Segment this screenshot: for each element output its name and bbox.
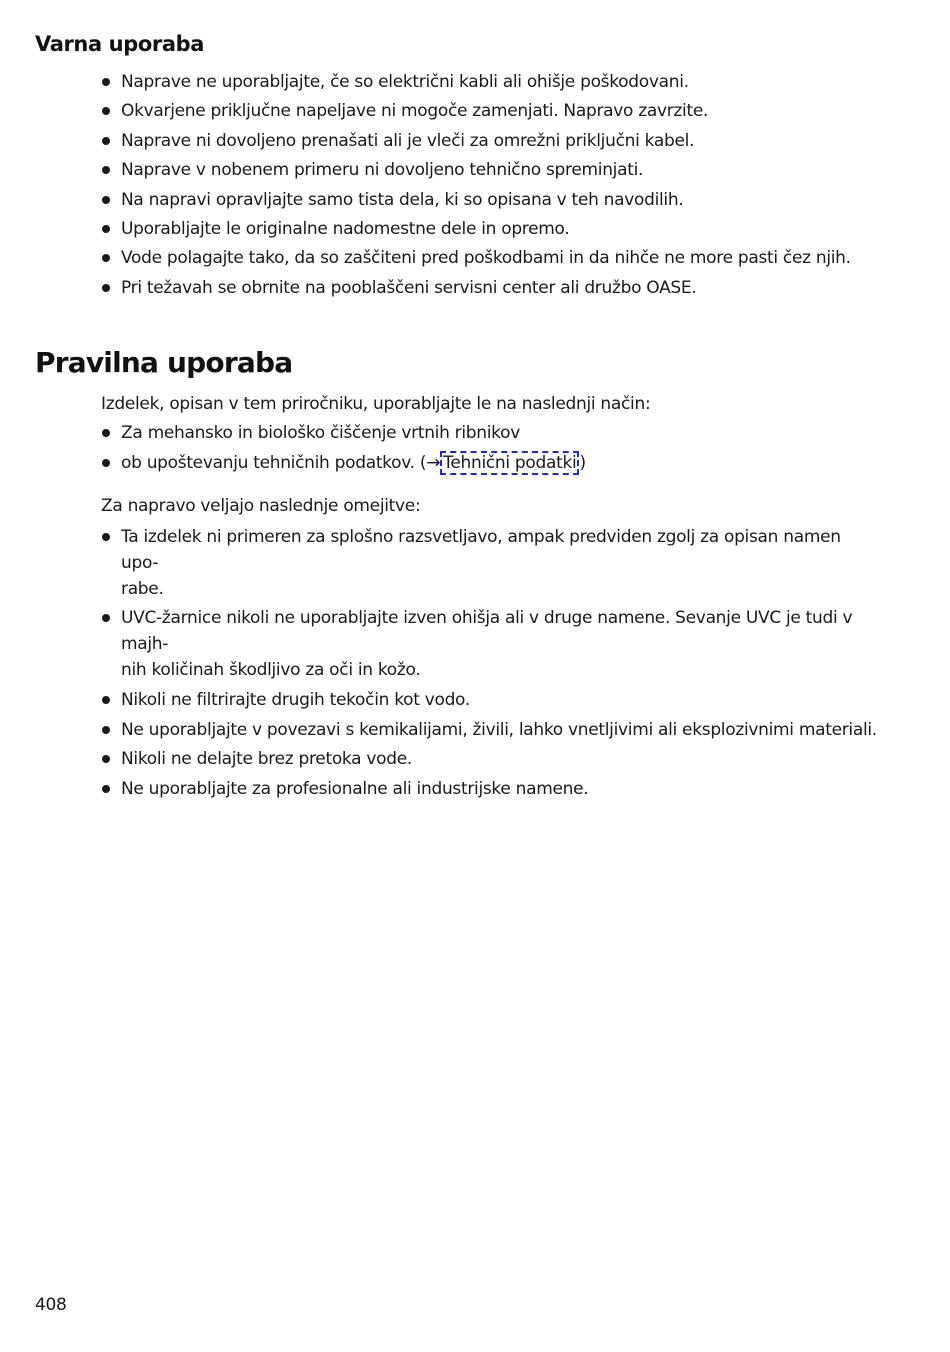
list-item: Uporabljajte le originalne nadomestne dele in opremo. bbox=[101, 215, 881, 244]
list-item-line: Ta izdelek ni primeren za splošno razsvetljavo, ampak predviden zgolj za opisan namen upo- bbox=[121, 527, 841, 574]
list-item: Okvarjene priključne napeljave ni mogoče zamenjati. Napravo zavrzite. bbox=[101, 97, 881, 126]
list-item: Na napravi opravljajte samo tista dela, ki so opisana v teh navodilih. bbox=[101, 186, 881, 215]
list-item-line: UVC-žarnice nikoli ne uporabljajte izven ohišja ali v druge namene. Sevanje UVC je tudi v majh- bbox=[121, 608, 853, 655]
intended-use-list bbox=[101, 419, 881, 478]
list-item: Pri težavah se obrnite na pooblaščeni servisni center ali družbo OASE. bbox=[101, 274, 881, 303]
list-item: Ne uporabljajte za profesionalne ali industrijske namene. bbox=[101, 775, 881, 804]
page-number: 408 bbox=[35, 1295, 67, 1315]
section-heading-intended-use: Pravilna uporaba bbox=[35, 346, 293, 379]
list-item-text: ob upoštevanju tehničnih podatkov. (→ bbox=[121, 452, 441, 473]
list-item: Ne uporabljajte v povezavi s kemikalijami, živili, lahko vnetljivimi ali eksplozivnimi materiali. bbox=[101, 716, 881, 745]
list-item: Nikoli ne filtrirajte drugih tekočin kot vodo. bbox=[101, 686, 881, 715]
restrictions-intro: Za napravo veljajo naslednje omejitve: bbox=[101, 496, 421, 516]
safe-use-list bbox=[101, 68, 881, 303]
list-item: Vode polagajte tako, da so zaščiteni pred poškodbami in da nihče ne more pasti čez njih. bbox=[101, 244, 881, 273]
section-heading-safe-use: Varna uporaba bbox=[35, 32, 205, 56]
list-item bbox=[101, 605, 881, 683]
list-item: Naprave ni dovoljeno prenašati ali je vleči za omrežni priključni kabel. bbox=[101, 127, 881, 156]
safe-use-list-block bbox=[101, 68, 881, 303]
list-item: Naprave ne uporabljajte, če so električni kabli ali ohišje poškodovani. bbox=[101, 68, 881, 97]
restrictions-block bbox=[101, 492, 881, 804]
technical-data-link[interactable]: Tehnični podatki bbox=[440, 451, 579, 475]
intended-use-block bbox=[101, 390, 881, 478]
list-item bbox=[101, 524, 881, 602]
list-item: Naprave v nobenem primeru ni dovoljeno tehnično spreminjati. bbox=[101, 156, 881, 185]
list-item-text: ) bbox=[579, 452, 586, 473]
list-item-line: nih količinah škodljivo za oči in kožo. bbox=[121, 660, 421, 681]
list-item-line: rabe. bbox=[121, 579, 164, 600]
list-item: Za mehansko in biološko čiščenje vrtnih ribnikov bbox=[101, 419, 881, 448]
list-item: Nikoli ne delajte brez pretoka vode. bbox=[101, 745, 881, 774]
intended-use-intro: Izdelek, opisan v tem priročniku, uporabljajte le na naslednji način: bbox=[101, 394, 651, 414]
list-item bbox=[101, 449, 881, 478]
restrictions-list bbox=[101, 524, 881, 804]
